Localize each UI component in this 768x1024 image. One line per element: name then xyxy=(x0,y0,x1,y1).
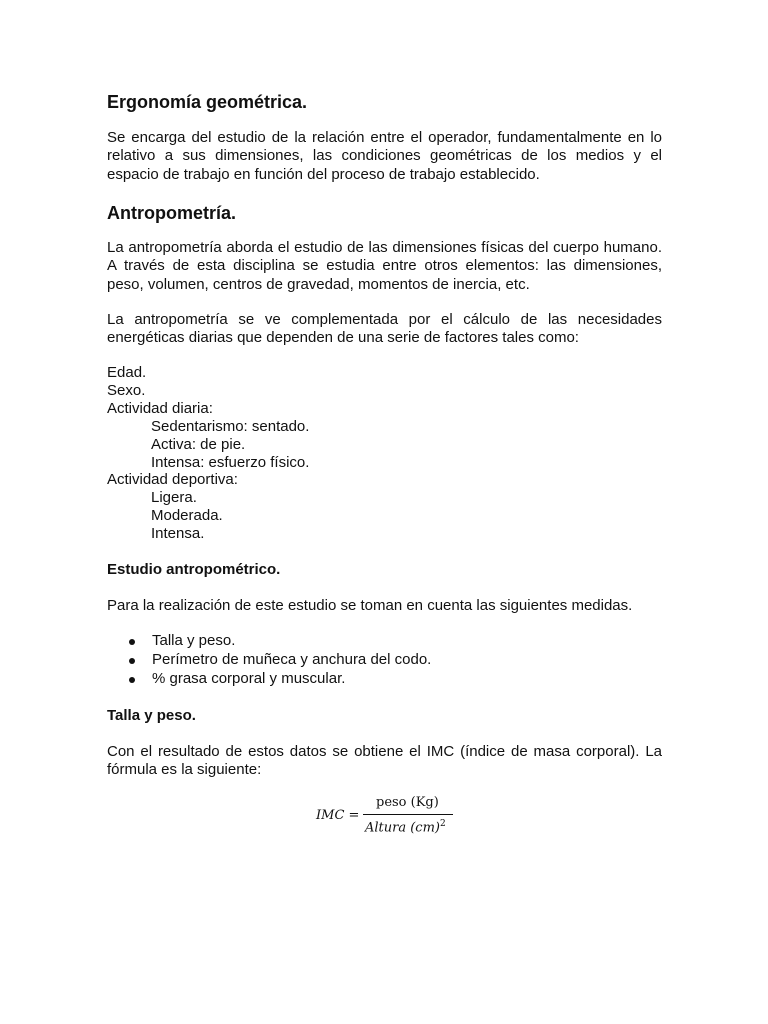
bullet-item: Perímetro de muñeca y anchura del codo. xyxy=(152,651,432,668)
bullet-dot xyxy=(129,639,135,645)
text-line: peso, volumen, centros de gravedad, momentos de inercia, etc. xyxy=(107,275,530,293)
imc-formula xyxy=(316,793,456,841)
factor-subitem: Moderada. xyxy=(151,507,223,524)
formula-denominator xyxy=(365,819,446,835)
factor-item: Actividad diaria: xyxy=(107,400,213,417)
text-line: fórmula es la siguiente: xyxy=(107,761,262,779)
fraction-bar xyxy=(363,814,453,815)
paragraph-talla-peso xyxy=(107,743,662,780)
formula-lhs: IMC = xyxy=(316,808,360,823)
factor-subitem: Sedentarismo: sentado. xyxy=(151,418,310,435)
paragraph-antropometria-1 xyxy=(107,239,662,294)
bullet-item: % grasa corporal y muscular. xyxy=(152,670,346,687)
text-line: energéticas diarias que dependen de una serie de factores tales como: xyxy=(107,329,579,347)
paragraph-estudio: Para la realización de este estudio se toman en cuenta las siguientes medidas. xyxy=(107,597,633,614)
text-line: Se encarga del estudio de la relación entre el operador, fundamentalmente en lo xyxy=(107,129,662,146)
heading-antropometria: Antropometría. xyxy=(107,203,237,223)
factor-subitem: Activa: de pie. xyxy=(151,436,246,453)
paragraph-antropometria-2 xyxy=(107,311,662,348)
bullet-dot xyxy=(129,658,135,664)
text-line: Con el resultado de estos datos se obtiene el IMC (índice de masa corporal). La xyxy=(107,743,662,760)
formula-numerator: peso (Kg) xyxy=(376,795,439,810)
factor-subitem: Intensa. xyxy=(151,525,205,542)
paragraph-ergonomia xyxy=(107,129,662,184)
text-line: espacio de trabajo en función del proceso de trabajo establecido. xyxy=(107,165,540,183)
formula-exponent: 2 xyxy=(440,819,446,829)
factor-item: Edad. xyxy=(107,364,147,381)
bullet-item: Talla y peso. xyxy=(152,632,236,649)
factor-item: Actividad deportiva: xyxy=(107,471,238,488)
text-line: La antropometría se ve complementada por el cálculo de las necesidades xyxy=(107,311,662,328)
text-line: A través de esta disciplina se estudia entre otros elementos: las dimensiones, xyxy=(107,257,662,275)
bullet-dot xyxy=(129,677,135,683)
formula-denominator-text: Altura (cm) xyxy=(365,820,440,836)
text-line: La antropometría aborda el estudio de las dimensiones físicas del cuerpo humano. xyxy=(107,239,662,256)
heading-talla-peso: Talla y peso. xyxy=(107,707,196,724)
factor-subitem: Intensa: esfuerzo físico. xyxy=(151,454,310,471)
heading-estudio: Estudio antropométrico. xyxy=(107,561,281,578)
heading-ergonomia: Ergonomía geométrica. xyxy=(107,92,308,112)
text-line: relativo a sus dimensiones, las condiciones geométricas de los medios y el xyxy=(107,147,662,165)
factor-subitem: Ligera. xyxy=(151,489,197,506)
factor-item: Sexo. xyxy=(107,382,146,399)
